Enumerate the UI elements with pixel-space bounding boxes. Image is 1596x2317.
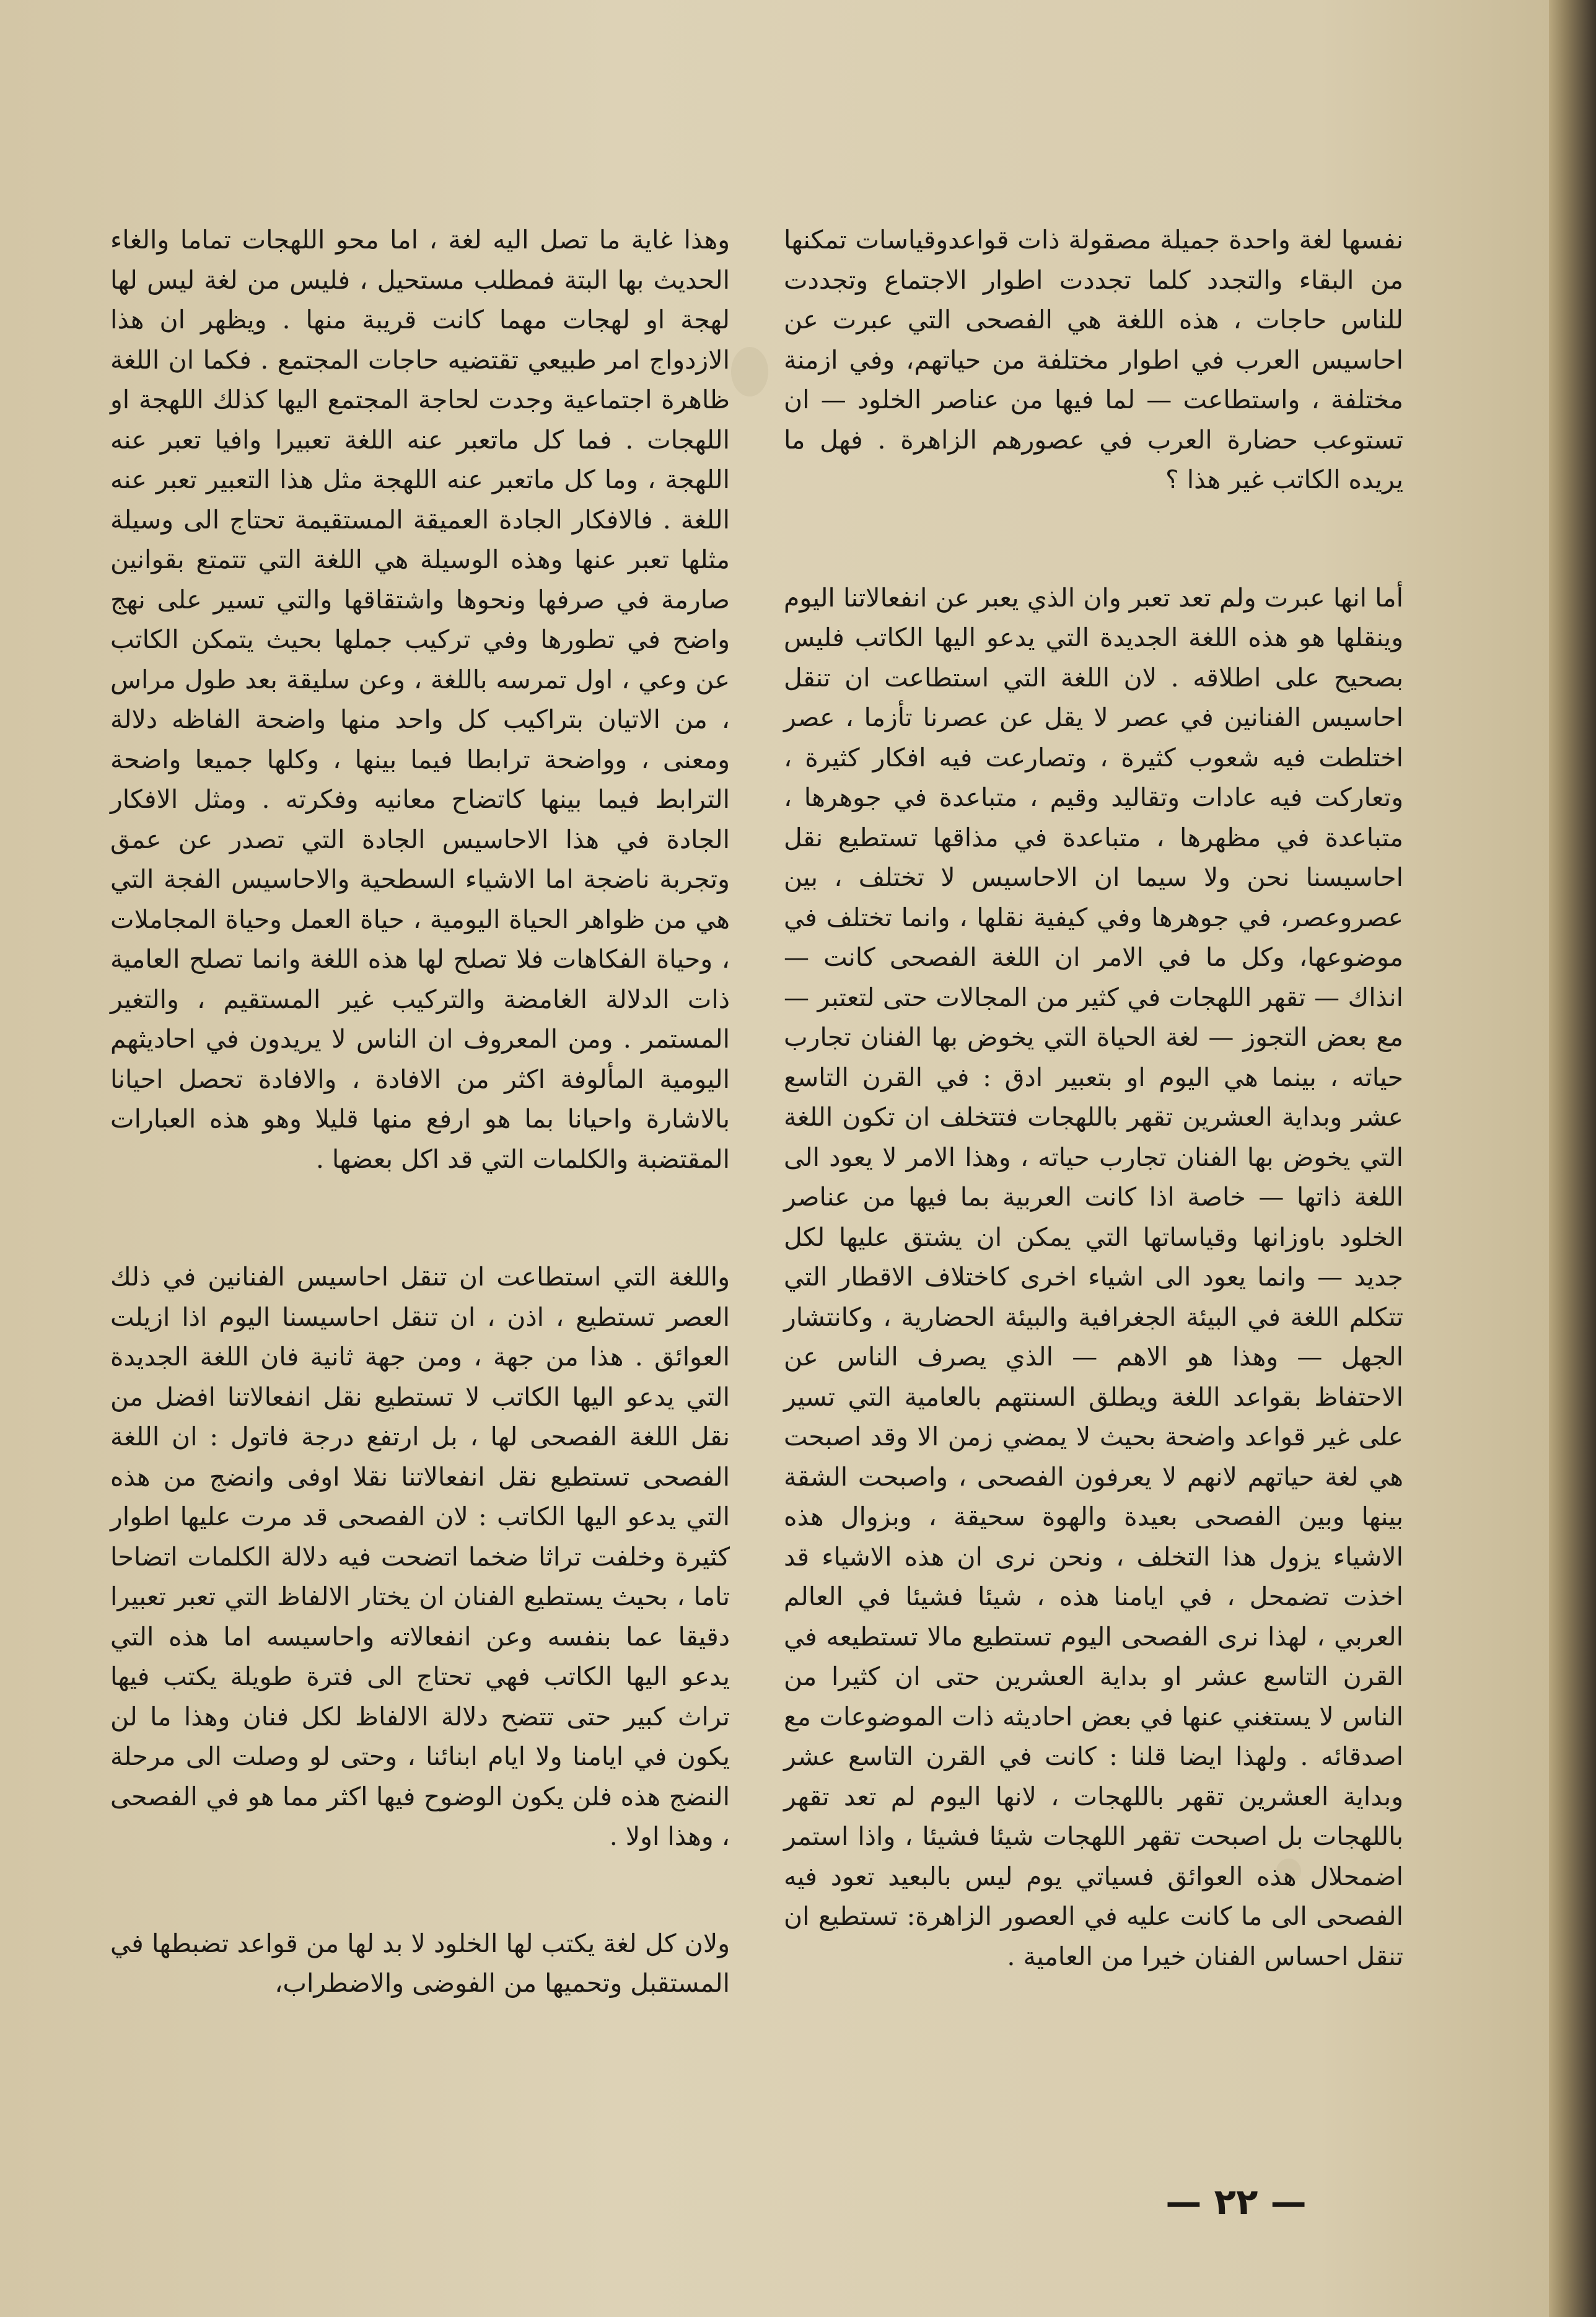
book-spine-edge bbox=[1549, 0, 1596, 2317]
paragraph-gap bbox=[784, 500, 1403, 578]
paper-stain bbox=[731, 347, 768, 396]
paragraph-gap bbox=[110, 1857, 730, 1924]
right-column bbox=[784, 220, 1403, 1976]
paragraph: واللغة التي استطاعت ان تنقل احاسيس الفنانين في ذلك العصر تستطيع ، اذن ، ان تنقل احاسيسنا اليوم اذا ازيلت العوائق . هذا من جهة ، ومن جهة ثانية فان اللغة الجديدة التي يدعو اليها الكاتب لا تستطيع نقل انفعالاتنا افضل من نقل اللغة الفصحى لها ، بل ارتفع درجة فاتول : ان اللغة الفصحى تستطيع نقل انفعالاتنا نقلا اوفى وانضج من هذه التي يدعو اليها الكاتب : لان الفصحى قد مرت عليها اطوار كثيرة وخلفت تراثا ضخما اتضحت فيه دلالة الكلمات اتضاحا تاما ، بحيث يستطيع الفنان ان يختار الالفاظ التي تعبر تعبيرا دقيقا عما بنفسه وعن انفعالاته واحاسيسه اما هذه التي يدعو اليها الكاتب فهي تحتاج الى فترة طويلة يكتب فيها تراث كبير حتى تتضح دلالة الالفاظ لكل فنان وهذا ما لن يكون في ايامنا ولا ايام ابنائنا ، وحتى لو وصلت الى مرحلة النضج هذه فلن يكون الوضوح فيها اكثر مما هو في الفصحى ، وهذا اولا . bbox=[110, 1262, 730, 1851]
paragraph: أما انها عبرت ولم تعد تعبر وان الذي يعبر عن انفعالاتنا اليوم وينقلها هو هذه اللغة الجديدة التي يدعو اليها الكاتب فليس بصحيح على اطلاقه . لان اللغة التي استطاعت ان تنقل احاسيس الفنانين في عصر لا يقل عن عصرنا تأزما ، عصر اختلطت فيه شعوب كثيرة ، وتصارعت فيه افكار كثيرة ، وتعاركت فيه عادات وتقاليد وقيم ، متباعدة في جوهرها ، متباعدة في مظهرها ، متباعدة في مذاقها تستطيع نقل احاسيسنا نحن ولا سيما ان الاحاسيس لا تختلف ، بين عصروعصر، في جوهرها وفي كيفية نقلها ، وانما تختلف في موضوعها، وكل ما في الامر ان اللغة الفصحى كانت — انذاك — تقهر اللهجات في كثير من المجالات حتى لتعتبر — مع بعض التجوز — لغة الحياة التي يخوض بها الفنان تجارب حياته ، بينما هي اليوم او بتعبير ادق : في القرن التاسع عشر وبداية العشرين تقهر باللهجات فتتخلف ان تكون اللغة التي يخوض بها الفنان تجارب حياته ، وهذا الامر لا يعود الى اللغة ذاتها — خاصة اذا كانت العربية بما فيها من عناصر الخلود باوزانها وقياساتها التي يمكن ان يشتق عليها لكل جديد — وانما يعود الى اشياء اخرى كاختلاف الاقطار التي تتكلم اللغة في البيئة الجغرافية والبيئة الحضارية ، وكانتشار الجهل — وهذا هو الاهم — الذي يصرف الناس عن الاحتفاظ بقواعد اللغة ويطلق السنتهم بالعامية التي تسير على غير قواعد واضحة بحيث لا يمضي زمن الا وقد اصبحت هي لغة حياتهم لانهم لا يعرفون الفصحى ، واصبحت الشقة بينها وبين الفصحى بعيدة والهوة سحيقة ، وبزوال هذه الاشياء يزول هذا التخلف ، ونحن نرى ان هذه الاشياء قد اخذت تضمحل ، في ايامنا هذه ، شيئا فشيئا في العالم العربي ، لهذا نرى الفصحى اليوم تستطيع مالا تستطيعه في القرن التاسع عشر او بداية العشرين حتى ان كثيرا من الناس لا يستغني عنها في بعض احاديثه ذات الموضوعات مع اصدقائه . ولهذا ايضا قلنا : كانت في القرن التاسع عشر وبداية العشرين تقهر باللهجات ، لانها اليوم لم تعد تقهر باللهجات بل اصبحت تقهر اللهجات شيئا فشيئا ، واذا استمر اضمحلال هذه العوائق فسياتي يوم ليس بالبعيد تعود فيه الفصحى الى ما كانت عليه في العصور الزاهرة: تستطيع ان تنقل احساس الفنان خيرا من العامية . bbox=[784, 582, 1404, 1971]
paragraph: نفسها لغة واحدة جميلة مصقولة ذات قواعدوقياسات تمكنها من البقاء والتجدد كلما تجددت اطوار الاجتماع وتجددت للناس حاجات ، هذه اللغة هي الفصحى التي عبرت عن احاسيس العرب في اطوار مختلفة من حياتهم، وفي ازمنة مختلفة ، واستطاعت — لما فيها من عناصر الخلود — ان تستوعب حضارة العرب في عصورهم الزاهرة . فهل ما يريده الكاتب غير هذا ؟ bbox=[784, 225, 1403, 494]
paragraph: ولان كل لغة يكتب لها الخلود لا بد لها من قواعد تضبطها في المستقبل وتحميها من الفوضى والاضطراب، bbox=[110, 1928, 730, 1998]
paragraph: وهذا غاية ما تصل اليه لغة ، اما محو اللهجات تماما والغاء الحديث بها البتة فمطلب مستحيل ، فليس من لغة ليس لها لهجة او لهجات مهما كانت قريبة منها . ويظهر ان هذا الازدواج امر طبيعي تقتضيه حاجات المجتمع . فكما ان اللغة ظاهرة اجتماعية وجدت لحاجة المجتمع اليها كذلك اللهجة او اللهجات . فما كل ماتعبر عنه اللغة تعبيرا وافيا تعبر عنه اللهجة ، وما كل ماتعبر عنه اللهجة مثل هذا التعبير تعبر عنه اللغة . فالافكار الجادة العميقة المستقيمة تحتاج الى وسيلة مثلها تعبر عنها وهذه الوسيلة هي اللغة التي تتمتع بقوانين صارمة في صرفها ونحوها واشتقاقها والتي تسير على نهج واضح في تطورها وفي تركيب جملها بحيث يتمكن الكاتب عن وعي ، اول تمرسه باللغة ، وعن سليقة بعد طول مراس ، من الاتيان بتراكيب كل واحد منها واضحة الفاظه دلالة ومعنى ، وواضحة ترابطا فيما بينها ، وكلها جميعا واضحة الترابط فيما بينها كاتضاح معانيه وفكرته . ومثل الافكار الجادة في هذا الاحاسيس الجادة التي تصدر عن عمق وتجربة ناضجة اما الاشياء السطحية والاحاسيس الفجة التي هي من ظواهر الحياة اليومية ، حياة العمل وحياة المجاملات ، وحياة الفكاهات فلا تصلح لها هذه اللغة وانما تصلح العامية ذات الدلالة الغامضة والتركيب غير المستقيم ، والتغير المستمر . ومن المعروف ان الناس لا يريدون في احاديثهم اليومية المألوفة اكثر من الافادة ، والافادة تحصل احيانا بالاشارة واحيانا بما هو ارفع منها قليلا وهو هذه العبارات المقتضبة والكلمات التي قد اكل بعضها . bbox=[110, 225, 730, 1174]
page-number: — ٢٢ — bbox=[1165, 2181, 1307, 2223]
left-column bbox=[110, 220, 730, 2004]
paragraph-gap bbox=[110, 1179, 730, 1257]
